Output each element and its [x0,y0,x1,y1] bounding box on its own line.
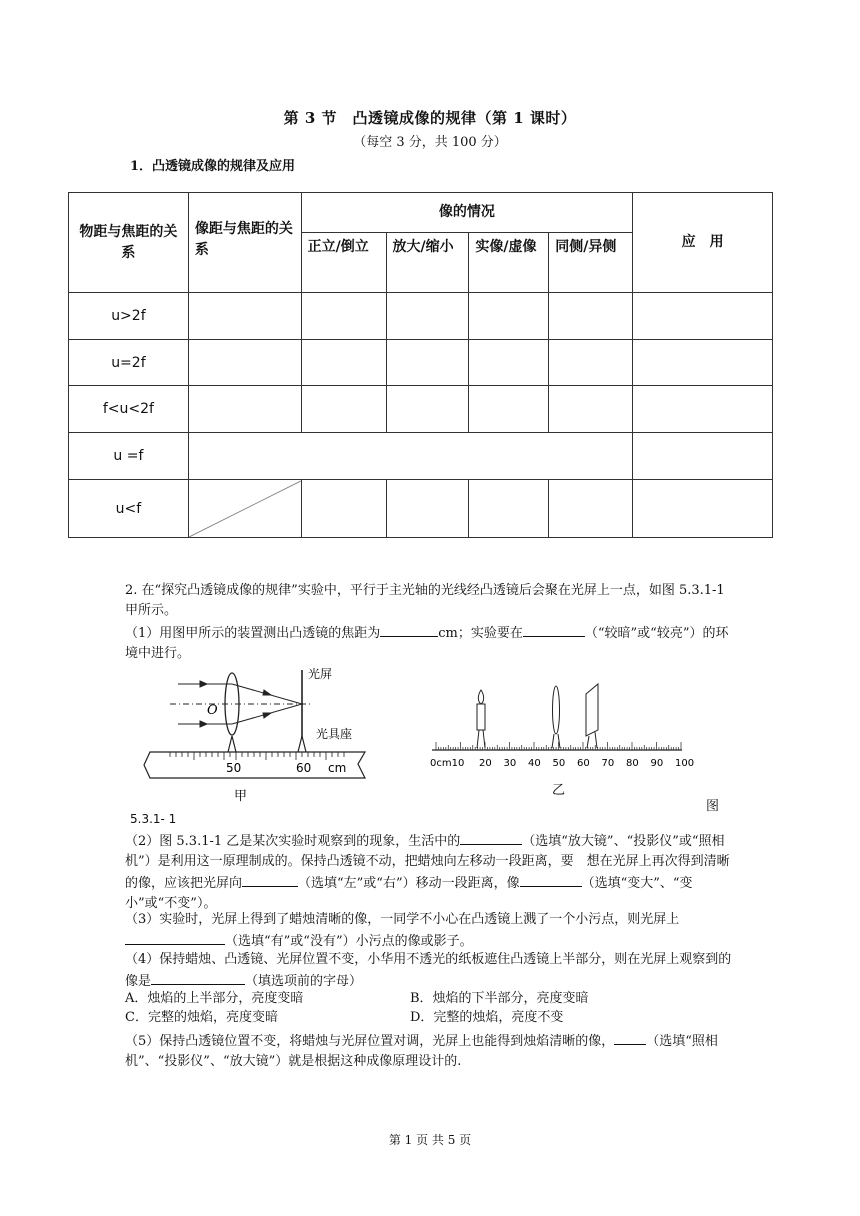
blank-device[interactable] [460,830,522,845]
screen-label: 光屏 [308,667,333,681]
part-2-text-d: （选填“变大”、“变小”或“不变”）。 [125,876,693,911]
row-label: u=2f [69,340,189,386]
question-2-part-2 [125,830,735,914]
blank-direction[interactable] [242,872,298,887]
answer-cell[interactable] [301,293,386,340]
part-4-text-b: （填选项前的字母） [245,974,363,989]
part-1-text-a: （1）用图甲所示的装置测出凸透镜的焦距为 [125,626,381,641]
bench-label: 光具座 [316,727,353,741]
answer-cell[interactable] [386,480,469,538]
blank-focal-length[interactable] [380,622,438,637]
part-3-text-a: （3）实验时，光屏上得到了蜡烛清晰的像，一同学不小心在凸透镜上溅了一个小污点，则光屏上 [125,912,680,927]
blank-environment[interactable] [523,622,585,637]
answer-cell[interactable] [549,480,633,538]
row-label: f<u<2f [69,386,189,433]
header-application: 应 用 [633,193,773,293]
answer-cell[interactable] [188,386,301,433]
part-4-text-a: （4）保持蜡烛、凸透镜、光屏位置不变，小华用不透光的纸板遮住凸透镜上半部分，则在光屏上观察到的像是 [125,952,732,989]
answer-cell[interactable] [188,293,301,340]
section-heading: 1．凸透镜成像的规律及应用 [130,159,296,174]
answer-cell[interactable] [386,293,469,340]
header-upright: 正立/倒立 [301,233,386,293]
bench-scale-labels [430,758,694,769]
header-image-properties: 像的情况 [301,193,633,233]
scale-label: 70 [601,758,615,769]
lens-holder [228,736,236,752]
answer-cell[interactable] [633,340,773,386]
light-rays [170,681,312,727]
diagonal-line [189,481,301,537]
blank-instrument[interactable] [614,1030,646,1045]
table-row [69,480,773,538]
scale-label: 20 [479,758,492,769]
scale-label: 30 [503,758,517,769]
scale-label: 80 [626,758,639,769]
scale-label: 50 [552,758,566,769]
answer-cell[interactable] [633,480,773,538]
figure-b-diagram [428,680,695,804]
part-1-text-b: cm；实验要在 [438,626,523,641]
row-label: u>2f [69,293,189,340]
answer-cell[interactable] [188,340,301,386]
blank-size-change[interactable] [520,872,582,887]
row-label: u<f [69,480,189,538]
table-row [69,293,773,340]
scale-60: 60 [296,761,312,775]
part-2-text-b: （选填“放大镜”、“投影仪”或“照相机”）是利用这一原理制成的。保持凸透镜不动，把蜡烛向左移动一段距离，要 想在光屏上再次得到清晰的像，应该把光屏向 [125,834,730,891]
question-2-intro: 2. 在“探究凸透镜成像的规律”实验中，平行于主光轴的光线经凸透镜后会聚在光屏上一点，如图 5.3.1-1 甲所示。 [125,583,725,618]
score-note: （每空 3 分，共 100 分） [353,135,507,150]
screen [586,684,598,748]
option-d: D．完整的烛焰，亮度不变 [410,1010,564,1025]
part-2-text-a: （2）图 5.3.1-1 乙是某次实验时观察到的现象，生活中的 [125,834,461,849]
answer-cell[interactable] [469,386,549,433]
figure-b-label: 乙 [552,783,566,798]
part-2-text-c: （选填“左”或“右”）移动一段距离，像 [298,876,520,891]
figure-caption-b: 5.3.1- 1 [130,812,177,826]
row-label: u =f [69,433,189,480]
page-number: 第 1 页 共 5 页 [388,1133,472,1147]
question-2-part-5 [125,1030,735,1072]
answer-cell[interactable] [469,480,549,538]
disabled-cell [188,480,301,538]
figure-a-diagram [140,666,380,806]
option-b: B．烛焰的下半部分，亮度变暗 [410,991,589,1006]
optical-center-label: O [207,703,218,718]
answer-cell[interactable] [469,340,549,386]
rail-ticks [170,752,344,760]
part-5-text-b: （选填“照相机”、“投影仪”、“放大镜”）就是根据这种成像原理设计的. [125,1034,718,1069]
candle [477,690,485,748]
answer-cell[interactable] [301,386,386,433]
scale-label: 60 [577,758,590,769]
scale-label: 90 [650,758,664,769]
figure-a-label: 甲 [234,789,248,804]
question-2-part-1 [125,622,735,664]
scale-label: 0cm10 [430,758,465,769]
answer-cell[interactable] [633,433,773,480]
answer-cell[interactable] [386,386,469,433]
header-image-distance: 像距与焦距的关系 [188,193,301,293]
blank-spot[interactable] [125,930,225,945]
header-real: 实像/虚像 [469,233,549,293]
figure-caption-a: 图 [706,799,720,814]
scale-label: 100 [675,758,695,769]
answer-cell[interactable] [633,293,773,340]
scale-unit: cm [328,761,347,775]
option-c: C．完整的烛焰，亮度变暗 [125,1010,278,1025]
question-2-part-4 [125,950,735,992]
answer-cell[interactable] [188,433,632,480]
answer-cell[interactable] [549,386,633,433]
scale-label: 40 [528,758,541,769]
header-object-distance: 物距与焦距的关系 [69,193,189,293]
answer-cell[interactable] [386,340,469,386]
page-title: 第 3 节 凸透镜成像的规律（第 1 课时） [283,109,577,127]
answer-cell[interactable] [549,293,633,340]
part-5-text-a: （5）保持凸透镜位置不变，将蜡烛与光屏位置对调，光屏上也能得到烛焰清晰的像， [125,1034,615,1049]
table-row [69,433,773,480]
answer-cell[interactable] [549,340,633,386]
scale-50: 50 [226,761,242,775]
header-size: 放大/缩小 [386,233,469,293]
question-2-part-3 [125,910,735,952]
lens-rules-table [68,192,773,538]
part-1-text-c: （“较暗”或“较亮”）的环境中进行。 [125,626,729,661]
header-side: 同侧/异侧 [549,233,633,293]
screen-holder [298,736,306,752]
lens [552,686,560,748]
table-row [69,386,773,433]
table-row [69,340,773,386]
blank-choice[interactable] [151,970,245,985]
answer-cell[interactable] [301,480,386,538]
option-a: A．烛焰的上半部分，亮度变暗 [125,991,304,1006]
answer-cell[interactable] [633,386,773,433]
answer-cell[interactable] [301,340,386,386]
answer-cell[interactable] [469,293,549,340]
part-3-text-b: （选填“有”或“没有”）小污点的像或影子。 [225,934,473,949]
bench-ticks [436,742,681,750]
